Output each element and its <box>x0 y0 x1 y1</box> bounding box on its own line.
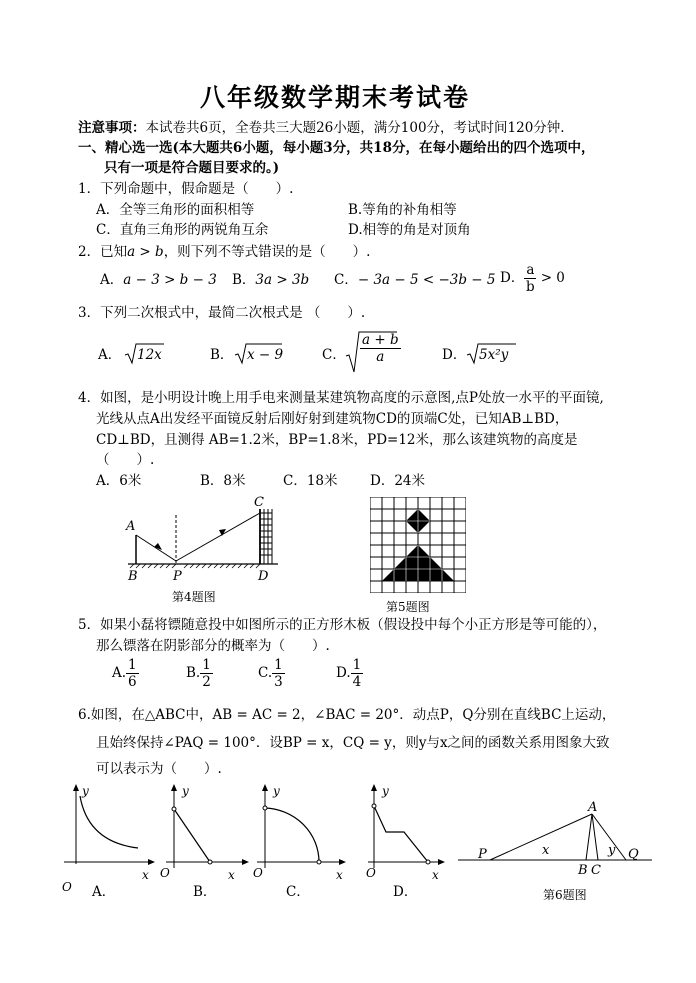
q2-condition: a > b <box>127 244 164 260</box>
graph-b-origin: O <box>160 866 170 880</box>
q4-line2: 光线从点A出发经平面镜反射后刚好射到建筑物CD的顶端C处，已知AB⊥BD， <box>96 411 569 427</box>
fig4-label-b: B <box>128 569 138 584</box>
graph-d-y-label: y <box>382 784 389 798</box>
q6-line2: 且始终保持∠PAQ = 100°．设BP = x，CQ = y，则y与x之间的函数关系用图象大致 <box>96 735 610 751</box>
q4-option-b: B．8米 <box>200 473 246 489</box>
graph-b-option: B． <box>193 884 217 900</box>
q4-option-a: A．6米 <box>96 473 142 489</box>
q1-option-d: D.相等的角是对顶角 <box>348 222 471 238</box>
q5-line2: 那么镖落在阴影部分的概率为（ ）. <box>96 638 330 654</box>
q5-b-num: 1 <box>202 657 211 673</box>
fig6-caption: 第6题图 <box>543 888 587 902</box>
fig6-label-x: x <box>542 843 550 858</box>
fig4-label-p: P <box>173 569 182 584</box>
graph-c-option: C． <box>286 884 310 900</box>
q5-line1: 5．如果小磊将镖随意投中如图所示的正方形木板（假设投中每个小正方形是等可能的）， <box>78 617 607 633</box>
graph-d <box>366 784 446 874</box>
q5-d-den: 4 <box>352 674 362 690</box>
q1-option-a: A．全等三角形的面积相等 <box>96 202 255 218</box>
graph-d-x-label: x <box>432 868 439 882</box>
q1-option-c: C．直角三角形的两锐角互余 <box>96 222 269 238</box>
q2-option-d <box>500 262 565 295</box>
graph-a <box>60 784 155 874</box>
section1-line2: 只有一项是符合题目要求的。) <box>104 160 280 176</box>
q2-b-expr: 3a > 3b <box>255 272 310 288</box>
fig6-label-p: P <box>478 847 487 862</box>
q5-b-den: 2 <box>202 674 211 690</box>
q5-d-num: 1 <box>352 657 362 673</box>
q2-stem-pre: 2．已知 <box>78 244 128 260</box>
fig4-label-d: D <box>258 569 269 584</box>
q2-option-c <box>334 270 496 290</box>
q5-option-c <box>258 657 285 690</box>
q2-c-label: C． <box>334 272 358 288</box>
q3-a-expr: 12x <box>137 347 162 363</box>
q5-a-label: A. <box>112 665 127 681</box>
q3-c-den: a <box>376 349 385 365</box>
q3-c-fraction <box>360 332 401 365</box>
graph-a-origin: O <box>62 880 72 894</box>
graph-b-y-label: y <box>182 784 189 798</box>
notice-text: 本试卷共6页，全卷共三大题26小题，满分100分，考试时间120分钟. <box>145 120 565 136</box>
q2-a-label: A． <box>100 272 124 288</box>
fig4-label-c: C <box>254 495 264 510</box>
graph-b-x-label: x <box>228 868 235 882</box>
figure-6 <box>456 800 656 880</box>
q6-line1: 6.如图，在△ABC中，AB = AC = 2，∠BAC = 20°．动点P，Q分别在直线BC上运动， <box>78 707 616 723</box>
q2-stem-post: ，则下列不等式错误的是（ ）. <box>163 244 371 260</box>
graph-d-origin: O <box>366 866 376 880</box>
graph-b <box>160 784 250 874</box>
q2-stem <box>78 242 370 262</box>
notice-label: 注意事项： <box>78 120 146 136</box>
figure-5 <box>370 497 466 593</box>
q4-line3: CD⊥BD，且测得 AB=1.2米，BP=1.8米，PD=12米，那么该建筑物的高度是 <box>96 432 578 448</box>
q4-line1: 4．如图，是小明设计晚上用手电来测量某建筑物高度的示意图,点P处放一水平的平面镜, <box>78 390 604 406</box>
q3-b-expr: x − 9 <box>247 347 284 363</box>
fig6-label-y: y <box>608 843 616 858</box>
q6-line3: 可以表示为（ ）. <box>96 761 222 777</box>
page-title: 八年级数学期末考试卷 <box>200 83 471 112</box>
graph-d-option: D． <box>393 884 418 900</box>
q3-stem: 3．下列二次根式中，最简二次根式是 （ ）. <box>78 305 366 321</box>
q5-c-den: 3 <box>274 674 283 690</box>
fig6-label-c: C <box>591 863 601 878</box>
q5-d-label: D. <box>336 665 351 681</box>
q2-c-expr: − 3a − 5 < −3b − 5 <box>357 272 496 288</box>
q5-option-b <box>186 657 213 690</box>
q2-b-label: B． <box>232 272 256 288</box>
q5-c-label: C. <box>258 665 273 681</box>
q5-c-num: 1 <box>274 657 283 673</box>
figure-4 <box>118 495 298 583</box>
q4-line4: （ ）. <box>96 452 155 468</box>
q2-d-fraction <box>524 262 536 295</box>
q2-option-a <box>100 270 217 290</box>
fig4-label-a: A <box>126 519 136 534</box>
graph-c-x-label: x <box>336 868 343 882</box>
q3-option-d: D． <box>442 347 467 363</box>
q2-option-b <box>232 270 309 290</box>
q5-b-label: B. <box>186 665 201 681</box>
q2-d-label: D． <box>500 270 525 286</box>
q5-option-d <box>336 657 363 690</box>
q5-a-num: 1 <box>128 657 137 673</box>
q3-option-a: A． <box>98 347 122 363</box>
q3-option-b: B． <box>210 347 234 363</box>
fig6-label-q: Q <box>628 847 639 862</box>
graph-c <box>253 784 348 874</box>
q2-d-den: b <box>526 279 535 295</box>
fig4-caption: 第4题图 <box>172 590 216 604</box>
notice <box>78 118 565 138</box>
q5-a-den: 6 <box>128 674 137 690</box>
graph-a-x-label: x <box>142 868 149 882</box>
q4-option-c: C．18米 <box>283 473 338 489</box>
q4-option-d: D．24米 <box>370 473 426 489</box>
q2-a-expr: a − 3 > b − 3 <box>123 272 217 288</box>
graph-a-y-label: y <box>82 784 89 798</box>
graph-c-origin: O <box>253 866 263 880</box>
fig6-label-b: B <box>578 863 588 878</box>
q1-stem: 1．下列命题中，假命题是（ ）. <box>78 181 294 197</box>
fig6-label-a: A <box>588 800 598 815</box>
q3-option-c: C． <box>322 347 346 363</box>
q1-option-b: B.等角的补角相等 <box>348 202 457 218</box>
fig5-caption: 第5题图 <box>386 600 430 614</box>
graph-a-option: A． <box>92 884 116 900</box>
q3-d-expr: 5x²y <box>479 347 509 363</box>
graph-c-y-label: y <box>273 784 280 798</box>
q2-d-num: a <box>526 262 535 278</box>
section1-line1: 一、精心选一选(本大题共6小题，每小题3分，共18分，在每小题给出的四个选项中， <box>78 140 595 156</box>
q2-d-rest: > 0 <box>540 270 565 286</box>
q3-c-num: a + b <box>362 332 399 348</box>
q5-option-a <box>112 657 139 690</box>
